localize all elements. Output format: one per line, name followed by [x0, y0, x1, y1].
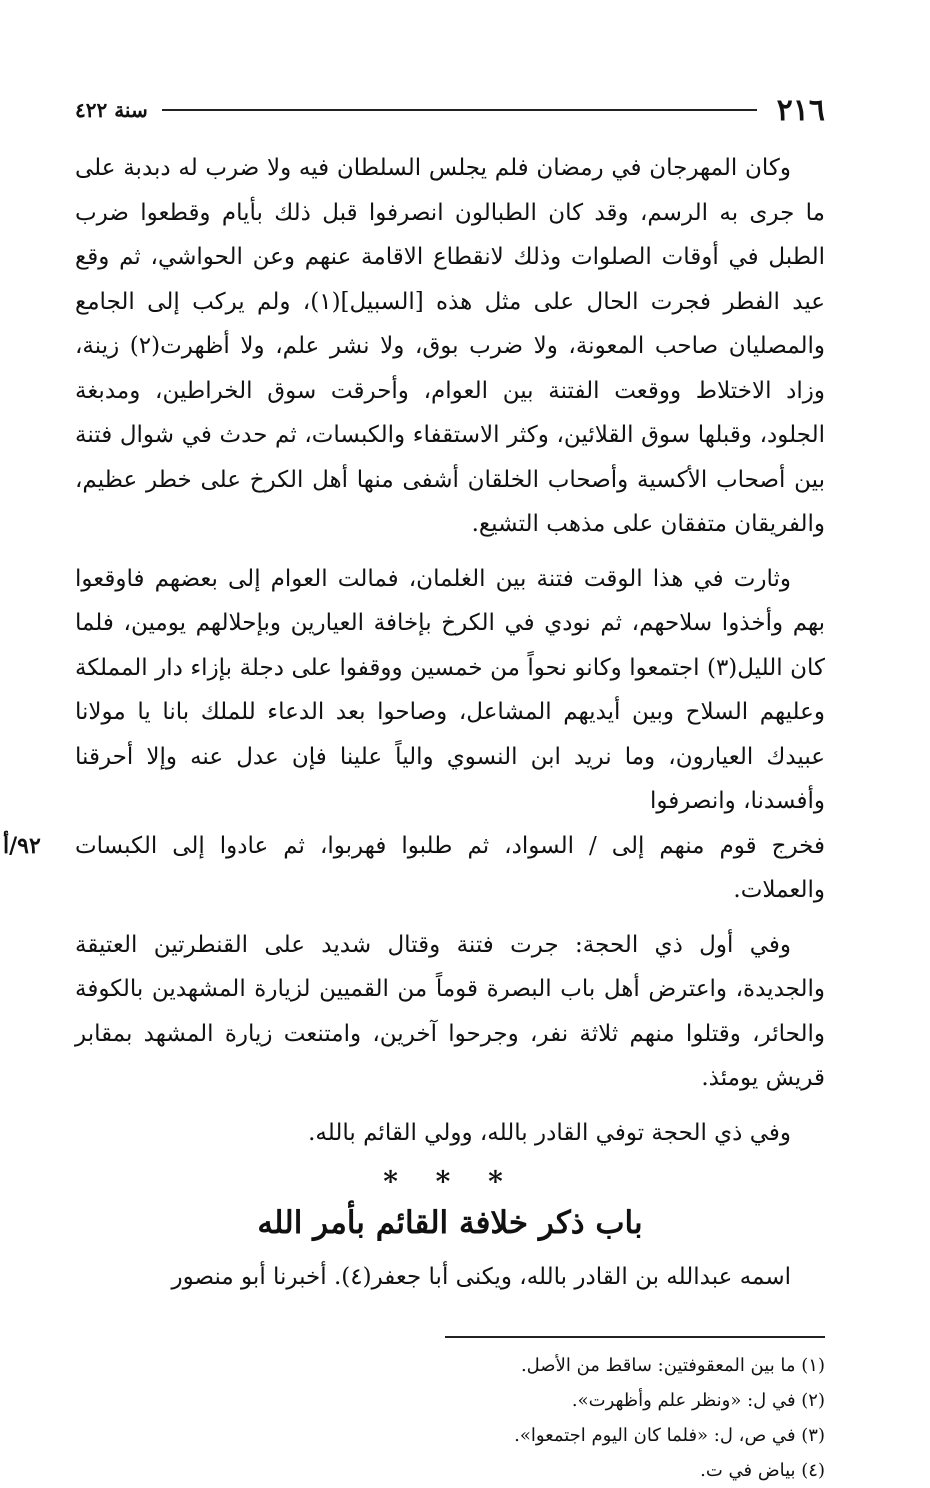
paragraph-2-text: وثارت في هذا الوقت فتنة بين الغلمان، فمالت العوام إلى بعضهم فاوقعوا بهم وأخذوا سلاحهم، ثم نودي في الكرخ بإخافة العيارين وبإحلالهم يومين، فلما كان الليل(٣) اجتمعوا وكانو نحواً من خمسين ووقفوا على دجلة بإزاء دار المملكة وعليهم السلاح وبين أيديهم المشاعل، وصاحوا بعد الدعاء للملك بانا يا مولانا عبيدك العيارون، وما نريد ابن النسوي والياً علينا فإن عدل عنه وإلا أحرقنا وأفسدنا، وانصرفوا: [75, 565, 825, 814]
margin-ref-line: [3, 824, 825, 913]
footnote-2: (٢) في ل: «ونظر علم وأظهرت».: [571, 1389, 825, 1411]
section-separator-stars: * * *: [383, 1165, 517, 1198]
footnote-4: (٤) بياض في ت.: [700, 1459, 825, 1481]
paragraph-5: اسمه عبدالله بن القادر بالله، ويكنى أبا جعفر(٤). أخبرنا أبو منصور: [171, 1264, 791, 1290]
footnote-1: (١) ما بين المعقوفتين: ساقط من الأصل.: [520, 1354, 825, 1376]
paragraph-2: [75, 557, 825, 824]
page-number: ٢١٦: [776, 92, 825, 128]
paragraph-4: وفي ذي الحجة توفي القادر بالله، وولي القائم بالله.: [308, 1119, 791, 1146]
margin-ref-line-text: فخرج قوم منهم إلى / السواد، ثم طلبوا فهربوا، ثم عادوا إلى الكبسات والعملات.: [75, 832, 825, 903]
header-rule: [162, 109, 757, 111]
footnote-rule: [445, 1336, 825, 1338]
paragraph-3: وفي أول ذي الحجة: جرت فتنة وقتال شديد على القنطرتين العتيقة والجديدة، واعترض أهل باب البصرة قوماً من القميين لزيارة المشهدين بالكوفة والحائر، وقتلوا منهم ثلاثة نفر، وجرحوا آخرين، وامتنعت زيارة المشهد بمقابر قريش يومئذ.: [75, 931, 825, 1091]
running-head: سنة ٤٢٢: [75, 98, 148, 122]
folio-reference: ٩٢/أ: [3, 832, 41, 859]
paragraph-1: وكان المهرجان في رمضان فلم يجلس السلطان فيه ولا ضرب له دبدبة على ما جرى به الرسم، وقد كان الطبالون انصرفوا قبل ذلك بأيام وقطعوا ضرب الطبل في أوقات الصلوات وذلك لانقطاع الاقامة عنهم وعن الحواشي، ثم وقع عيد الفطر فجرت الحال على مثل هذه [السبيل](١)، ولم يركب إلى الجامع والمصليان صاحب المعونة، ولا ضرب بوق، ولا نشر علم، ولا أظهرت(٢) زينة، وزاد الاختلاط ووقعت الفتنة بين العوام، وأحرقت سوق الخراطين، ومدبغة الجلود، وقبلها سوق القلائين، وكثر الاستقفاء والكبسات، ثم حدث في شوال فتنة بين أصحاب الأكسية وأصحاب الخلقان أشفى منها أهل الكرخ على خطر عظيم، والفريقان متفقان على مذهب التشيع.: [75, 155, 825, 537]
page-header: [75, 88, 825, 132]
footnotes: [75, 1348, 825, 1488]
footnote-3: (٣) في ص، ل: «فلما كان اليوم اجتمعوا».: [514, 1424, 825, 1446]
section-title: باب ذكر خلافة القائم بأمر الله: [257, 1205, 643, 1241]
